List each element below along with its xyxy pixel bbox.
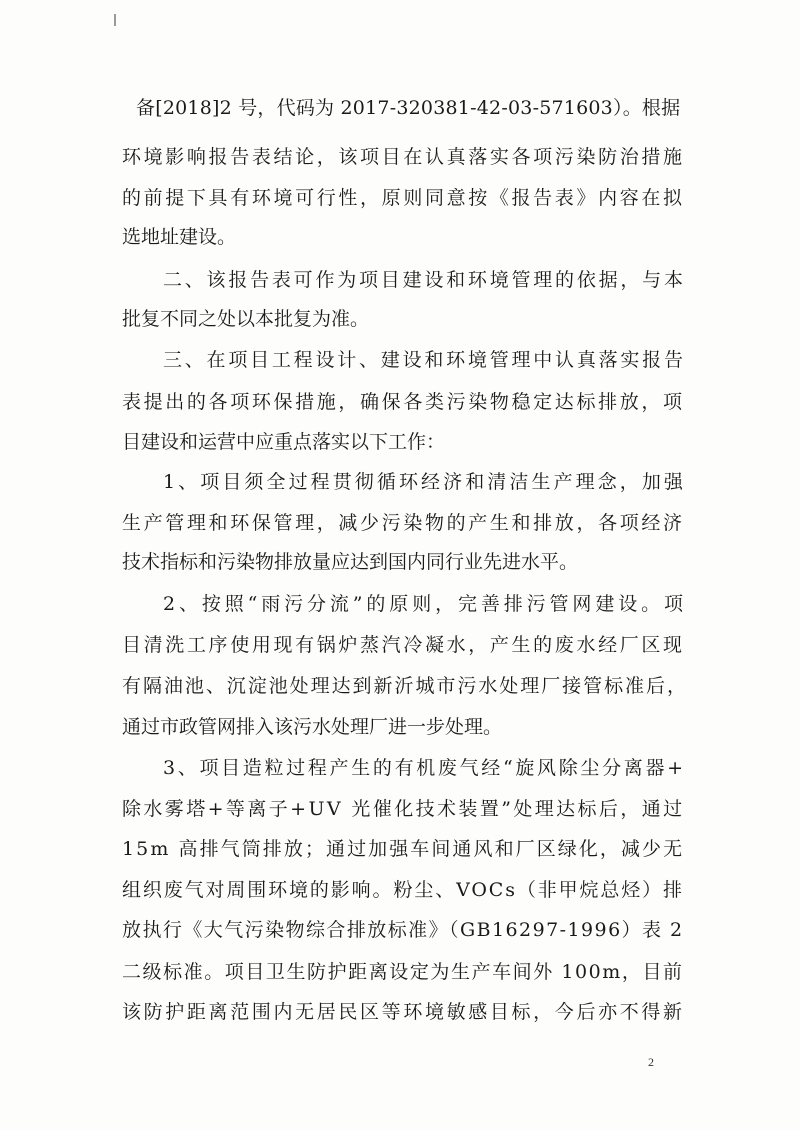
text-line: 15m 高排气筒排放；通过加强车间通风和厂区绿化，减少无 [122,838,685,860]
text-line: 通过市政管网排入该污水处理厂进一步处理。 [122,716,503,738]
page-number: 2 [648,1055,654,1069]
text-line: 二、该报告表可作为项目建设和环境管理的依据，与本 [163,269,686,291]
text-line: 备[2018]2 号，代码为 2017-320381-42-03-571603）。根据 [136,97,681,119]
text-line: 选地址建设。 [122,226,237,248]
text-line: 除水雾塔+等离子+UV 光催化技术装置”处理达标后，通过 [122,798,685,820]
text-line: 的前提下具有环境可行性，原则同意按《报告表》内容在拟 [122,187,685,209]
text-line: 有隔油池、沉淀池处理达到新沂城市污水处理厂接管标准后， [122,675,688,697]
text-line: 技术指标和污染物排放量应达到国内同行业先进水平。 [122,551,579,573]
text-line: 目清洗工序使用现有锅炉蒸汽冷凝水，产生的废水经厂区现 [122,634,685,656]
text-line: 表提出的各项环保措施，确保各类污染物稳定达标排放，项 [122,391,685,413]
text-line: 生产管理和环保管理，减少污染物的产生和排放，各项经济 [122,512,685,534]
text-line: 2、按照“雨污分流”的原则，完善排污管网建设。项 [163,593,687,615]
text-line: 目建设和运营中应重点落实以下工作： [122,431,446,453]
text-line: 三、在项目工程设计、建设和环境管理中认真落实报告 [163,349,686,371]
text-line: 二级标准。项目卫生防护距离设定为生产车间外 100m，目前 [122,961,684,983]
text-line: 环境影响报告表结论，该项目在认真落实各项污染防治措施 [122,146,685,168]
text-line: 批复不同之处以本批复为准。 [122,308,370,330]
text-line: 组织废气对周围环境的影响。粉尘、VOCs（非甲烷总烃）排 [122,879,684,901]
text-line: 3、项目造粒过程产生的有机废气经“旋风除尘分离器+ [163,757,686,779]
text-line: 放执行《大气污染物综合排放标准》（GB16297-1996）表 2 [122,919,684,941]
text-line: 1、项目须全过程贯彻循环经济和清洁生产理念，加强 [163,471,687,493]
text-line: 该防护距离范围内无居民区等环境敏感目标，今后亦不得新 [122,1001,685,1023]
